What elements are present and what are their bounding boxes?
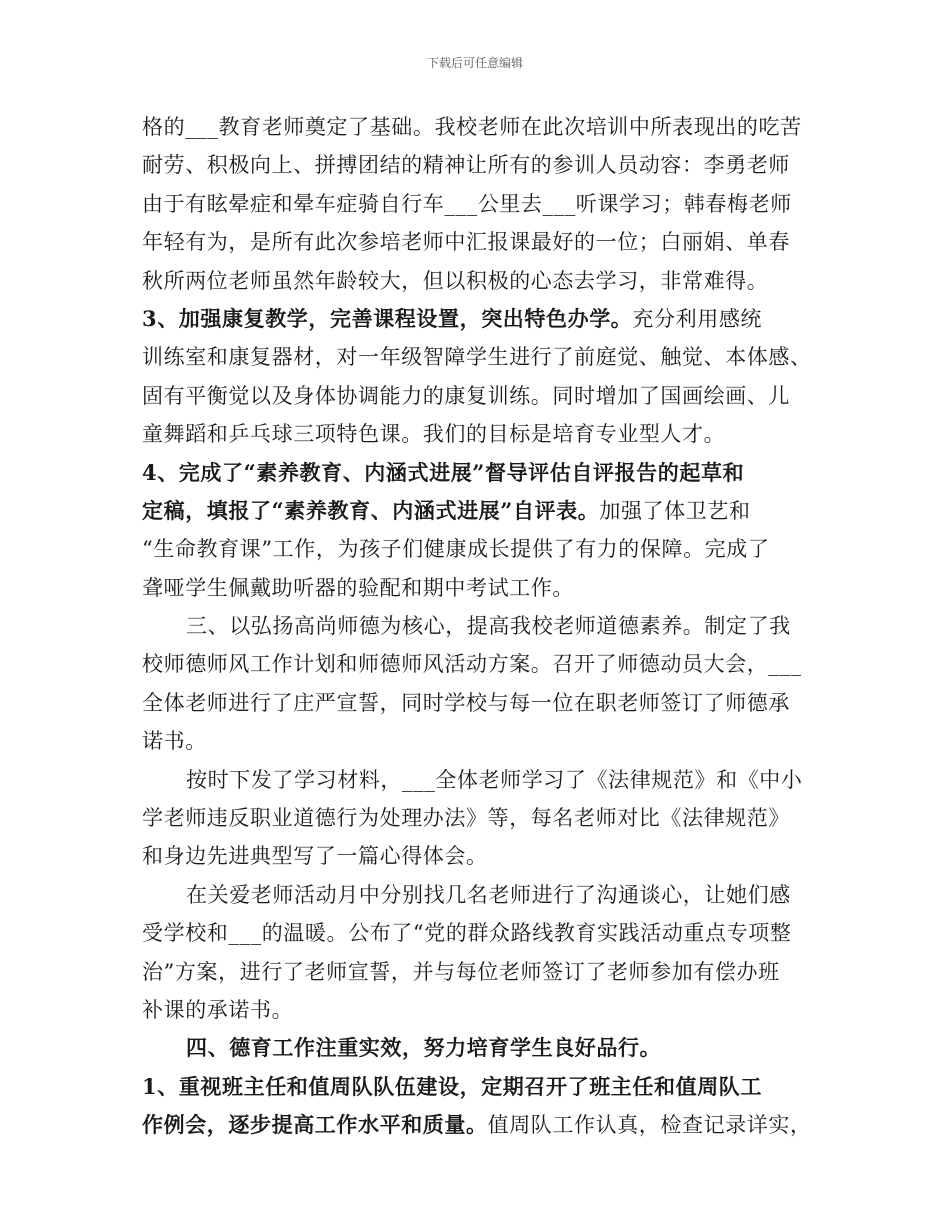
section-heading-line bbox=[142, 1029, 814, 1067]
paragraph-start-line: 按时下发了学习材料，___全体老师学习了《法律规范》和《中小 bbox=[186, 767, 803, 792]
text-line: 童舞蹈和乒乓球三项特色课。我们的目标是培育专业型人才。 bbox=[142, 422, 726, 447]
text-line: 补课的承诺书。 bbox=[142, 997, 294, 1022]
section-3-line: 3、加强康复教学，完善课程设置，突出特色办学。充分利用感统 bbox=[142, 305, 763, 331]
text-line: 校师德师风工作计划和师德师风活动方案。召开了师德动员大会，___ bbox=[142, 652, 802, 677]
text-line: 受学校和___的温暖。公布了“党的群众路线教育实践活动重点专项整 bbox=[142, 921, 792, 946]
section-4-heading: 4、完成了“素养教育、内涵式进展”督导评估自评报告的起草和 bbox=[142, 459, 745, 485]
paragraph-start-line: 在关爱老师活动月中分别找几名老师进行了沟通谈心，让她们感 bbox=[186, 882, 791, 907]
text-line: 秋所两位老师虽然年龄较大，但以积极的心态去学习，非常难得。 bbox=[142, 268, 769, 293]
text-line: 全体老师进行了庄严宣誓，同时学校与每一位在职老师签订了师德承 bbox=[142, 690, 790, 715]
paragraph-start-line: 三、以弘扬高尚师德为核心，提高我校老师道德素养。制定了我 bbox=[186, 614, 791, 639]
text-line: 训练室和康复器材，对一年级智障学生进行了前庭觉、触觉、本体感、 bbox=[142, 345, 812, 370]
subsection-1-line: 作例会，逐步提高工作水平和质量。值周队工作认真，检查记录详实， bbox=[142, 1112, 812, 1138]
section-3-heading: 3、加强康复教学，完善课程设置，突出特色办学。 bbox=[142, 305, 633, 331]
section-4-line: 定稿，填报了“素养教育、内涵式进展”自评表。加强了体卫艺和 bbox=[142, 497, 751, 523]
section-4-line bbox=[142, 454, 814, 492]
page-header: 下载后可任意编辑 bbox=[426, 56, 523, 70]
text-line: “生命教育课”工作，为孩子们健康成长提供了有力的保障。完成了 bbox=[142, 537, 770, 562]
subsection-1-line bbox=[142, 1068, 814, 1106]
text-line: 诺书。 bbox=[142, 729, 207, 754]
subsection-1-heading: 1、重视班主任和值周队队伍建设，定期召开了班主任和值周队工 bbox=[142, 1073, 763, 1099]
text-line: 和身边先进典型写了一篇心得体会。 bbox=[142, 844, 488, 869]
subsection-1-heading-cont: 作例会，逐步提高工作水平和质量。 bbox=[142, 1112, 488, 1138]
text-line: 治”方案，进行了老师宣誓，并与每位老师签订了老师参加有偿办班 bbox=[142, 959, 780, 984]
text-line: 格的___教育老师奠定了基础。我校老师在此次培训中所表现出的吃苦 bbox=[142, 115, 802, 139]
text-line: 学老师违反职业道德行为处理办法》等，每名老师对比《法律规范》 bbox=[142, 806, 790, 831]
section-four-heading: 四、德育工作注重实效，努力培育学生良好品行。 bbox=[186, 1035, 662, 1061]
text-line: 固有平衡觉以及身体协调能力的康复训练。同时增加了国画绘画、儿 bbox=[142, 383, 790, 408]
text-line: 聋哑学生佩戴助听器的验配和期中考试工作。 bbox=[142, 575, 574, 600]
section-4-heading-cont: 定稿，填报了“素养教育、内涵式进展”自评表。 bbox=[142, 497, 600, 523]
text-line: 耐劳、积极向上、拼搏团结的精神让所有的参训人员动容：李勇老师 bbox=[142, 153, 790, 178]
text-line: 年轻有为，是所有此次参培老师中汇报课最好的一位；白丽娟、单春 bbox=[142, 230, 790, 255]
text-line: 由于有眩晕症和晕车症骑自行车___公里去___听课学习；韩春梅老师 bbox=[142, 191, 792, 216]
document-body bbox=[142, 108, 814, 1145]
